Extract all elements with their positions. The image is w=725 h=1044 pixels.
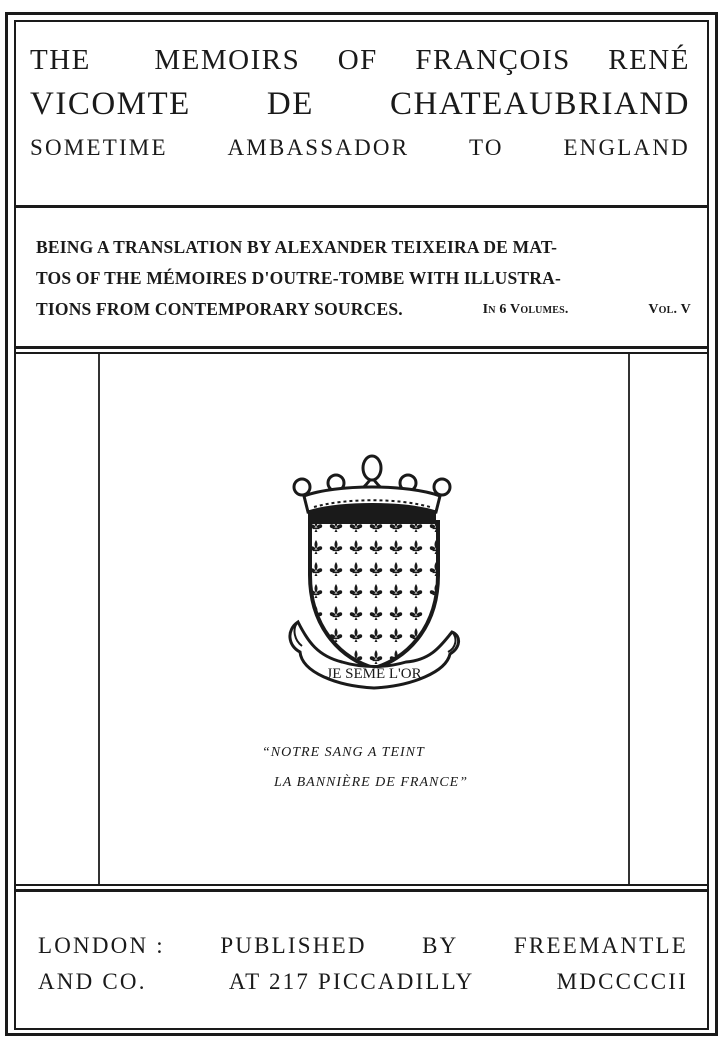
rule-illustration-bottom-thin — [14, 884, 709, 886]
rule-subtitle-bottom-thin — [14, 352, 709, 354]
crowned-fleur-de-lis-shield-icon — [286, 450, 462, 704]
publisher-imprint — [38, 928, 688, 1000]
rule-illustration-bottom — [14, 889, 709, 892]
motto-line-1: “NOTRE SANG A TEINT — [262, 745, 425, 760]
book-title — [30, 44, 690, 169]
panel-right-line — [628, 354, 630, 884]
subtitle-line-2: TOS OF THE MÉMOIRES D'OUTRE-TOMBE WITH ILLUSTRA- — [36, 268, 561, 288]
motto-line-2: LA BANNIÈRE DE FRANCE” — [274, 775, 469, 790]
volumes-count: In 6 Volumes. — [482, 302, 569, 317]
imprint-line-2: AND CO. AT 217 PICCADILLY MDCCCCII — [38, 969, 688, 994]
rule-subtitle-bottom — [14, 346, 709, 349]
motto — [262, 738, 468, 798]
subtitle-line-3: TIONS FROM CONTEMPORARY SOURCES. In 6 Volumes. Vol. V — [36, 294, 691, 325]
subtitle-line-1: BEING A TRANSLATION BY ALEXANDER TEIXEIRA DE MAT- — [36, 237, 558, 257]
volume-number: Vol. V — [648, 302, 691, 317]
translation-note — [36, 232, 691, 325]
svg-text:JE SEME L'OR: JE SEME L'OR — [326, 666, 422, 682]
panel-left-line — [98, 354, 100, 884]
title-line-2: VICOMTE DE CHATEAUBRIAND — [30, 86, 690, 122]
rule-title-bottom — [14, 205, 709, 208]
imprint-line-1: LONDON : PUBLISHED BY FREEMANTLE — [38, 933, 688, 958]
title-line-1: THE MEMOIRS OF FRANÇOIS RENÉ — [30, 44, 690, 76]
title-line-3: SOMETIME AMBASSADOR TO ENGLAND — [30, 135, 690, 160]
